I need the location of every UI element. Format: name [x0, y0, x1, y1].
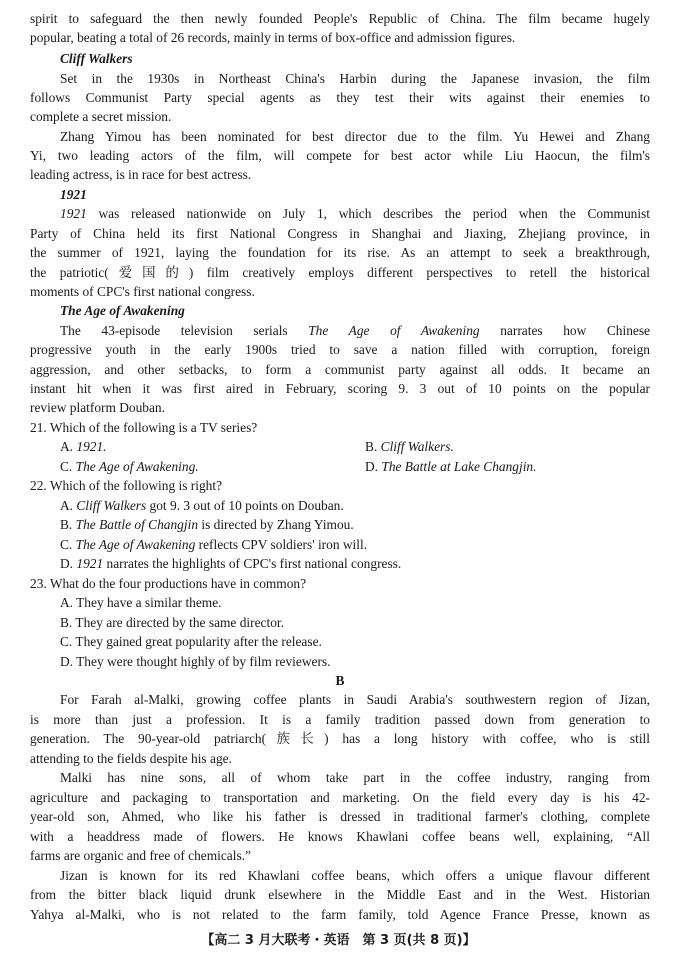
- text-line: Party of China held its first National Congress in Shanghai and Jiaxing, Zhejiang province, in: [30, 226, 650, 241]
- option-label: C.: [60, 537, 76, 552]
- text-line: the summer of 1921, laying the foundation for its rise. As an attempt to seek a breakthrough,: [30, 245, 650, 260]
- text-line: Yahya al-Malki, who is not related to the farm family, told Agence France Presse, known as: [30, 907, 650, 922]
- option-text: narrates the highlights of CPC's first national congress.: [103, 556, 402, 571]
- question-21-option-c: [60, 457, 199, 476]
- option-text: The Battle at Lake Changjin.: [381, 459, 537, 474]
- text-line: spirit to safeguard the then newly founded People's Republic of China. The film became hugely: [30, 11, 650, 26]
- text-line: is more than just a profession. It is a family tradition passed down from generation to: [30, 712, 650, 727]
- text-line: review platform Douban.: [30, 400, 165, 415]
- text-line: leading actress, is in race for best actress.: [30, 167, 252, 182]
- question-23-option-d: D. They were thought highly of by film reviewers.: [60, 654, 331, 669]
- text-line: generation. The 90-year-old patriarch(族长) has a long history with coffee, who is still: [30, 731, 650, 746]
- option-text: reflects CPV soldiers' iron will.: [195, 537, 368, 552]
- option-title: Cliff Walkers: [76, 498, 147, 513]
- section-b-heading: B: [335, 673, 345, 688]
- option-text: The Age of Awakening.: [75, 459, 199, 474]
- option-label: B.: [365, 439, 381, 454]
- question-21-option-b: [365, 437, 454, 456]
- text-line: popular, beating a total of 26 records, mainly in terms of box-office and admission figures.: [30, 30, 516, 45]
- question-22-option-d: [60, 554, 401, 573]
- text-line: farms are organic and free of chemicals.”: [30, 848, 251, 863]
- text-line: complete a secret mission.: [30, 109, 172, 124]
- section-title-1921: 1921: [60, 187, 87, 202]
- question-23-stem: 23. What do the four productions have in common?: [30, 576, 307, 591]
- question-23-option-a: A. They have a similar theme.: [60, 595, 222, 610]
- text-line: from the bitter black liquid drunk elsewhere in the Middle East and in the West. Historian: [30, 887, 650, 902]
- text-line: attending to the fields despite his age.: [30, 751, 232, 766]
- question-22-option-c: [60, 535, 367, 554]
- option-label: B.: [60, 517, 76, 532]
- text-line: Jizan is known for its red Khawlani coffee beans, which offers a unique flavour different: [60, 868, 650, 883]
- question-23-option-c: C. They gained great popularity after the release.: [60, 634, 322, 649]
- option-title: The Age of Awakening: [75, 537, 196, 552]
- section-title-age-of-awakening: The Age of Awakening: [60, 303, 185, 318]
- section-title-cliff-walkers: Cliff Walkers: [60, 51, 133, 66]
- option-text: got 9. 3 out of 10 points on Douban.: [146, 498, 344, 513]
- text-line: For Farah al-Malki, growing coffee plants in Saudi Arabia's southwestern region of Jizan,: [60, 692, 650, 707]
- text-line: Zhang Yimou has been nominated for best director due to the film. Yu Hewei and Zhang: [60, 129, 650, 144]
- option-text: Cliff Walkers.: [380, 439, 454, 454]
- text-line: instant hit when it was first aired in February, scoring 9. 3 out of 10 points on the popular: [30, 381, 650, 396]
- text-line: agriculture and packaging to transportation and marketing. On the field every day is his 42-: [30, 790, 650, 805]
- question-22-option-b: [60, 515, 354, 534]
- question-23-option-b: B. They are directed by the same director.: [60, 615, 284, 630]
- page-footer: 【高二 3 月大联考・英语 第 3 页(共 8 页)】: [201, 933, 476, 948]
- text-line: year-old son, Ahmed, who like his father is dressed in traditional farmer's clothing, complete: [30, 809, 650, 824]
- text-line: Set in the 1930s in Northeast China's Harbin during the Japanese invasion, the film: [60, 71, 650, 86]
- series-title: The Age of Awakening: [308, 323, 480, 338]
- text-line: progressive youth in the early 1900s tried to save a nation filled with corruption, foreign: [30, 342, 650, 357]
- question-22-option-a: [60, 496, 344, 515]
- text-line: with a headdress made of flowers. He knows Khawlani coffee beans well, explaining, “All: [30, 829, 650, 844]
- option-label: C.: [60, 459, 76, 474]
- question-22-stem: 22. Which of the following is right?: [30, 478, 223, 493]
- text-line: the patriotic(爱国的) film creatively employs different perspectives to retell the historical: [30, 265, 650, 280]
- text-line: aggression, and other setbacks, to form a communist party against all odds. It became an: [30, 362, 650, 377]
- option-text: 1921.: [76, 439, 107, 454]
- text-line: follows Communist Party special agents as they test their wits against their enemies to: [30, 90, 650, 105]
- option-text: is directed by Zhang Yimou.: [198, 517, 354, 532]
- text-line: Malki has nine sons, all of whom take part in the coffee industry, ranging from: [60, 770, 650, 785]
- question-21-stem: 21. Which of the following is a TV series?: [30, 420, 258, 435]
- text-run: was released nationwide on July 1, which describes the period when the Communist: [86, 206, 650, 221]
- text-line: moments of CPC's first national congress.: [30, 284, 255, 299]
- option-title: 1921: [76, 556, 104, 571]
- option-label: A.: [60, 498, 77, 513]
- option-label: D.: [60, 556, 77, 571]
- option-label: A.: [60, 439, 77, 454]
- question-21-option-d: [365, 457, 536, 476]
- text-line: [60, 321, 650, 340]
- film-title: 1921: [60, 206, 87, 221]
- text-run: The 43-episode television serials: [60, 323, 309, 338]
- text-run: narrates how Chinese: [479, 323, 650, 338]
- option-label: D.: [365, 459, 382, 474]
- question-21-option-a: [60, 437, 107, 456]
- text-line: [60, 204, 650, 223]
- text-line: Yi, two leading actors of the film, will compete for best actor while Liu Haocun, the film's: [30, 148, 650, 163]
- option-title: The Battle of Changjin: [75, 517, 199, 532]
